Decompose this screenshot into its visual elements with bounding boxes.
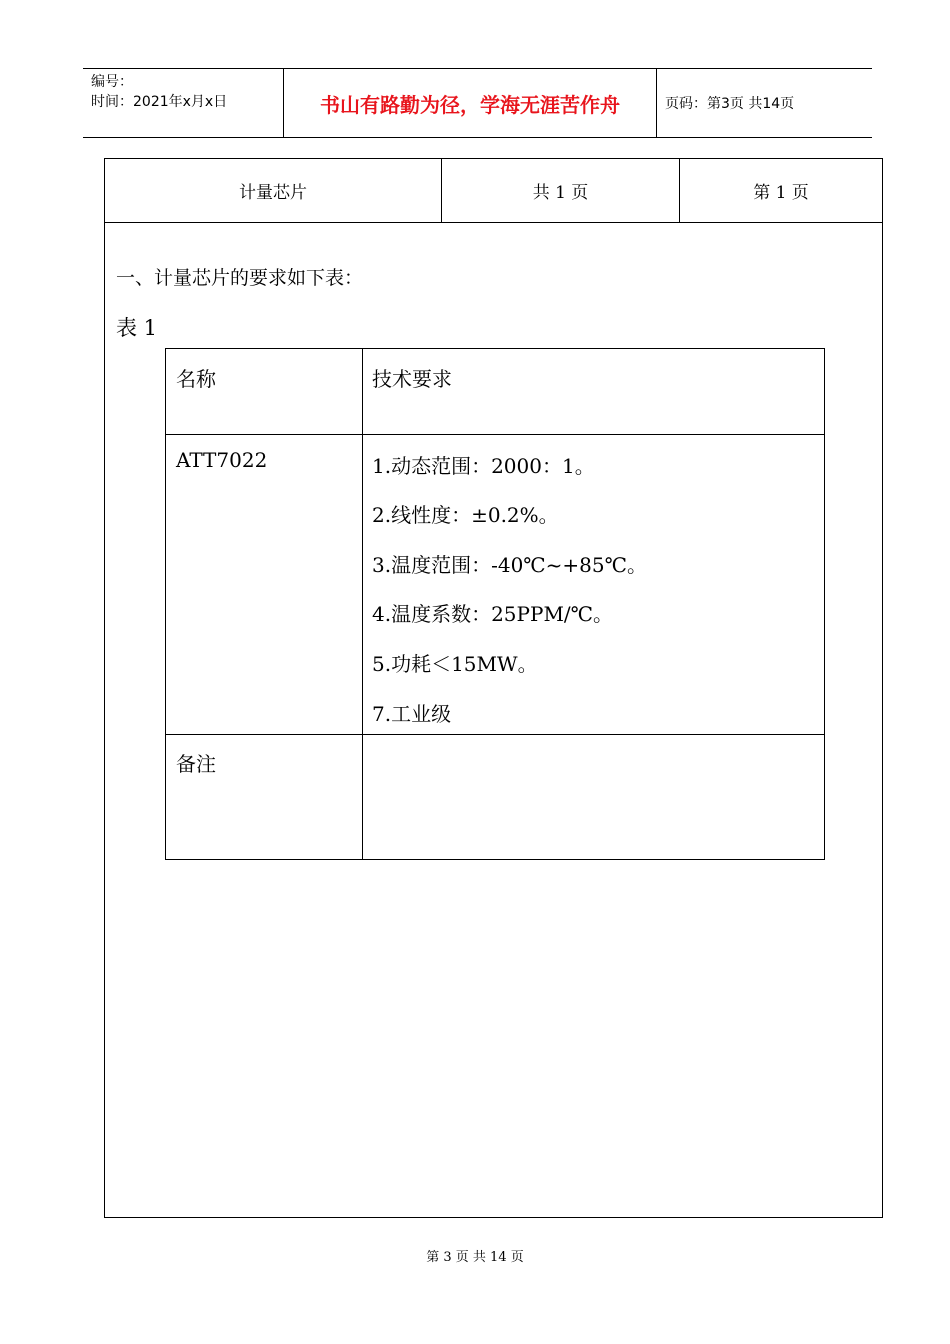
requirement-header: 技术要求 (372, 367, 452, 391)
requirement-item: 3.温度范围：-40℃~+85℃。 (372, 553, 647, 577)
table-column-divider (362, 349, 363, 859)
page-number-cell: 第 1 页 (753, 183, 809, 203)
table-row-divider (166, 734, 824, 735)
requirements-table (165, 348, 825, 860)
page-footer: 第 3 页 共 14 页 (426, 1250, 524, 1265)
requirement-item: 1.动态范围：2000：1。 (372, 454, 595, 478)
page-frame (104, 158, 883, 1218)
document-header (83, 68, 872, 138)
header-page-info: 页码：第3页 共14页 (665, 96, 795, 112)
section-title: 一、计量芯片的要求如下表： (116, 267, 364, 289)
motto-text: 书山有路勤为径，学海无涯苦作舟 (284, 69, 657, 137)
table-label: 表 1 (116, 316, 158, 340)
name-header: 名称 (176, 367, 216, 391)
total-pages-cell: 共 1 页 (442, 159, 680, 222)
remark-label: 备注 (176, 752, 216, 776)
table-row-divider (166, 434, 824, 435)
chip-model: ATT7022 (176, 448, 268, 472)
time-label: 时间：2021年x月x日 (91, 94, 228, 110)
number-label: 编号： (91, 74, 133, 90)
requirement-item: 2.线性度：±0.2%。 (372, 503, 559, 527)
requirement-item: 5.功耗＜15MW。 (372, 652, 538, 676)
doc-name-cell: 计量芯片 (105, 159, 442, 222)
requirement-item: 4.温度系数：25PPM/℃。 (372, 602, 614, 626)
requirement-item: 7.工业级 (372, 702, 452, 726)
header-meta (83, 69, 284, 137)
title-bar (105, 159, 882, 223)
